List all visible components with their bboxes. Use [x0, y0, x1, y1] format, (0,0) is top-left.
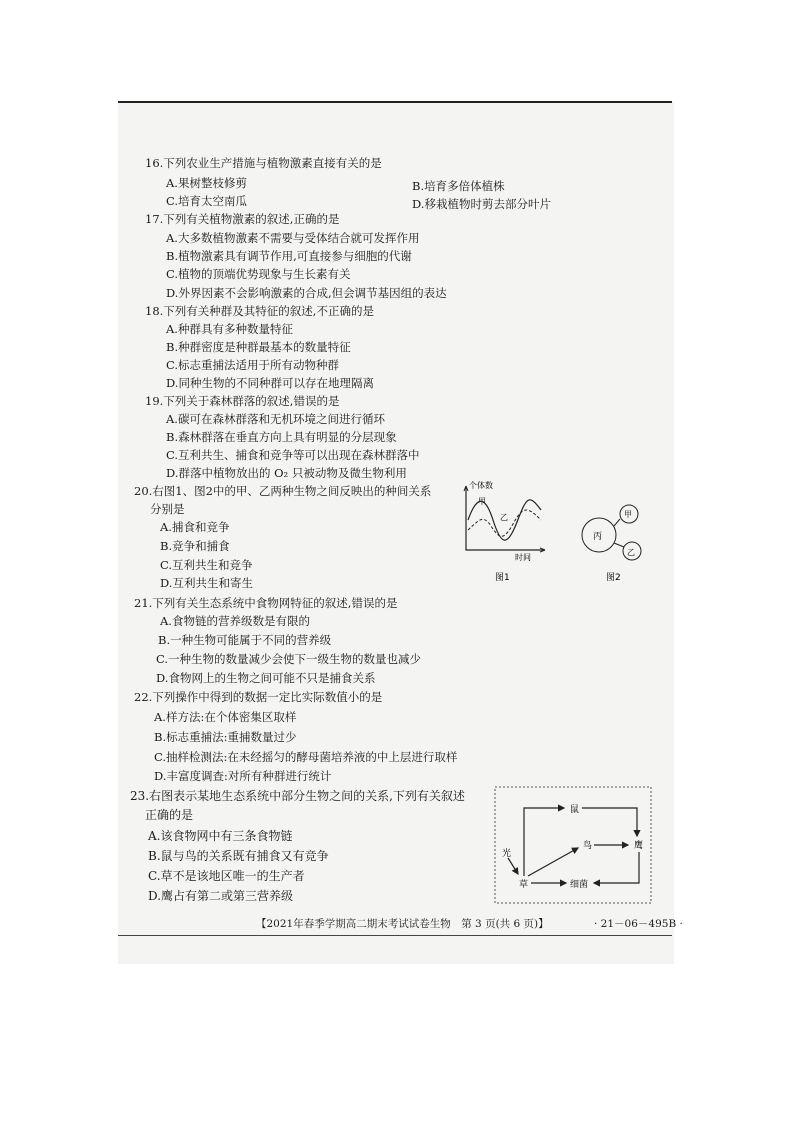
figure-1-ylabel: 个体数 [469, 481, 493, 490]
question-19-stem: 19.下列关于森林群落的叙述,错误的是 [145, 394, 340, 408]
question-17-stem: 17.下列有关植物激素的叙述,正确的是 [145, 212, 340, 226]
q21-option-c: C.一种生物的数量减少会使下一级生物的数量也减少 [156, 652, 422, 666]
food-web-light: 光 [502, 849, 512, 859]
q17-option-a: A.大多数植物激素不需要与受体结合就可发挥作用 [166, 231, 420, 245]
q21-option-d: D.食物网上的生物之间可能不只是捕食关系 [156, 671, 376, 685]
q17-option-b: B.植物激素具有调节作用,可直接参与细胞的代谢 [166, 249, 412, 263]
question-16-stem: 16.下列农业生产措施与植物激素直接有关的是 [145, 156, 382, 170]
arrow-grass-to-bird [528, 848, 578, 876]
arrow-mouse-to-hawk [582, 808, 637, 836]
food-web-bird: 鸟 [583, 841, 593, 851]
food-web-mouse: 鼠 [570, 805, 580, 815]
question-23-stem-line2: 正确的是 [145, 808, 194, 822]
q16-option-b: B.培育多倍体植株 [412, 179, 505, 193]
q19-option-d: D.群落中植物放出的 O₂ 只被动物及微生物利用 [166, 466, 407, 480]
q16-option-c: C.培育太空南瓜 [166, 194, 248, 208]
q16-option-a: A.果树整枝修剪 [166, 176, 247, 190]
figure-1-label-jia: 甲 [478, 497, 486, 506]
q20-option-c: C.互利共生和竞争 [160, 558, 253, 572]
q22-option-b: B.标志重捕法:重捕数量过少 [154, 730, 297, 744]
q21-option-a: A.食物链的营养级数是有限的 [160, 614, 310, 628]
q19-option-b: B.森林群落在垂直方向上具有明显的分层现象 [166, 430, 397, 444]
q22-option-a: A.样方法:在个体密集区取样 [154, 710, 297, 724]
q19-option-c: C.互利共生、捕食和竞争等可以出现在森林群落中 [166, 448, 420, 462]
figure-1-label-yi: 乙 [500, 513, 508, 522]
footer-rule [118, 935, 672, 936]
q21-option-b: B.一种生物可能属于不同的营养级 [158, 633, 332, 647]
q22-option-d: D.丰富度调查:对所有种群进行统计 [154, 769, 332, 783]
figure-1-xlabel: 时间 [515, 553, 531, 562]
top-rule [118, 101, 672, 103]
q22-option-c: C.抽样检测法:在未经摇匀的酵母菌培养液的中上层进行取样 [154, 750, 458, 764]
arrow-hawk-to-bacteria [594, 852, 639, 883]
figure-2-arrow-to-yi [614, 543, 624, 547]
figure-2-label-yi: 乙 [627, 548, 635, 557]
q20-option-d: D.互利共生和寄生 [160, 576, 253, 590]
q18-option-b: B.种群密度是种群最基本的数量特征 [166, 340, 351, 354]
question-18-stem: 18.下列有关种群及其特征的叙述,不正确的是 [145, 304, 374, 318]
q18-option-d: D.同种生物的不同种群可以存在地理隔离 [166, 376, 374, 390]
figure-2-label-bing: 丙 [593, 532, 603, 542]
q23-option-c: C.草不是该地区唯一的生产者 [148, 869, 305, 883]
footer-exam-info: 【2021年春季学期高二期末考试试卷生物 第 3 页(共 6 页)】 [256, 918, 549, 930]
q20-option-a: A.捕食和竞争 [160, 520, 230, 534]
figure-1-caption: 图1 [495, 573, 510, 583]
footer-code: · 21－06－495B · [594, 918, 683, 930]
question-20-stem: 20.右图1、图2中的甲、乙两种生物之间反映出的种间关系 [134, 484, 432, 498]
q23-option-b: B.鼠与鸟的关系既有捕食又有竞争 [148, 849, 329, 863]
food-web-diagram [494, 786, 652, 904]
q17-option-c: C.植物的顶端优势现象与生长素有关 [166, 267, 351, 281]
question-20-stem-line2: 分别是 [150, 502, 185, 516]
arrow-grass-to-mouse [524, 808, 564, 876]
q23-option-d: D.鹰占有第二或第三营养级 [148, 889, 294, 903]
q20-option-b: B.竞争和捕食 [160, 539, 230, 553]
q17-option-d: D.外界因素不会影响激素的合成,但会调节基因组的表达 [166, 286, 447, 300]
food-web-bacteria: 细菌 [570, 880, 589, 890]
figure-1-population-curves [455, 480, 555, 586]
q18-option-a: A.种群具有多种数量特征 [166, 322, 293, 336]
question-21-stem: 21.下列有关生态系统中食物网特征的叙述,错误的是 [134, 596, 398, 610]
q19-option-a: A.碳可在森林群落和无机环境之间进行循环 [166, 412, 385, 426]
figure-2-label-jia: 甲 [624, 510, 632, 519]
figure-2-caption: 图2 [606, 573, 621, 583]
food-web-hawk: 鹰 [634, 841, 644, 851]
q23-option-a: A.该食物网中有三条食物链 [148, 829, 293, 843]
figure-2-arrow-to-jia [614, 519, 620, 526]
question-22-stem: 22.下列操作中得到的数据一定比实际数值小的是 [134, 690, 383, 704]
q18-option-c: C.标志重捕法适用于所有动物种群 [166, 358, 340, 372]
figure-2-relationship-diagram [570, 500, 650, 586]
q16-option-d: D.移栽植物时剪去部分叶片 [412, 197, 551, 211]
food-web-grass: 草 [519, 880, 529, 890]
arrow-light-to-grass [508, 858, 518, 874]
question-23-stem: 23.右图表示某地生态系统中部分生物之间的关系,下列有关叙述 [130, 789, 465, 803]
